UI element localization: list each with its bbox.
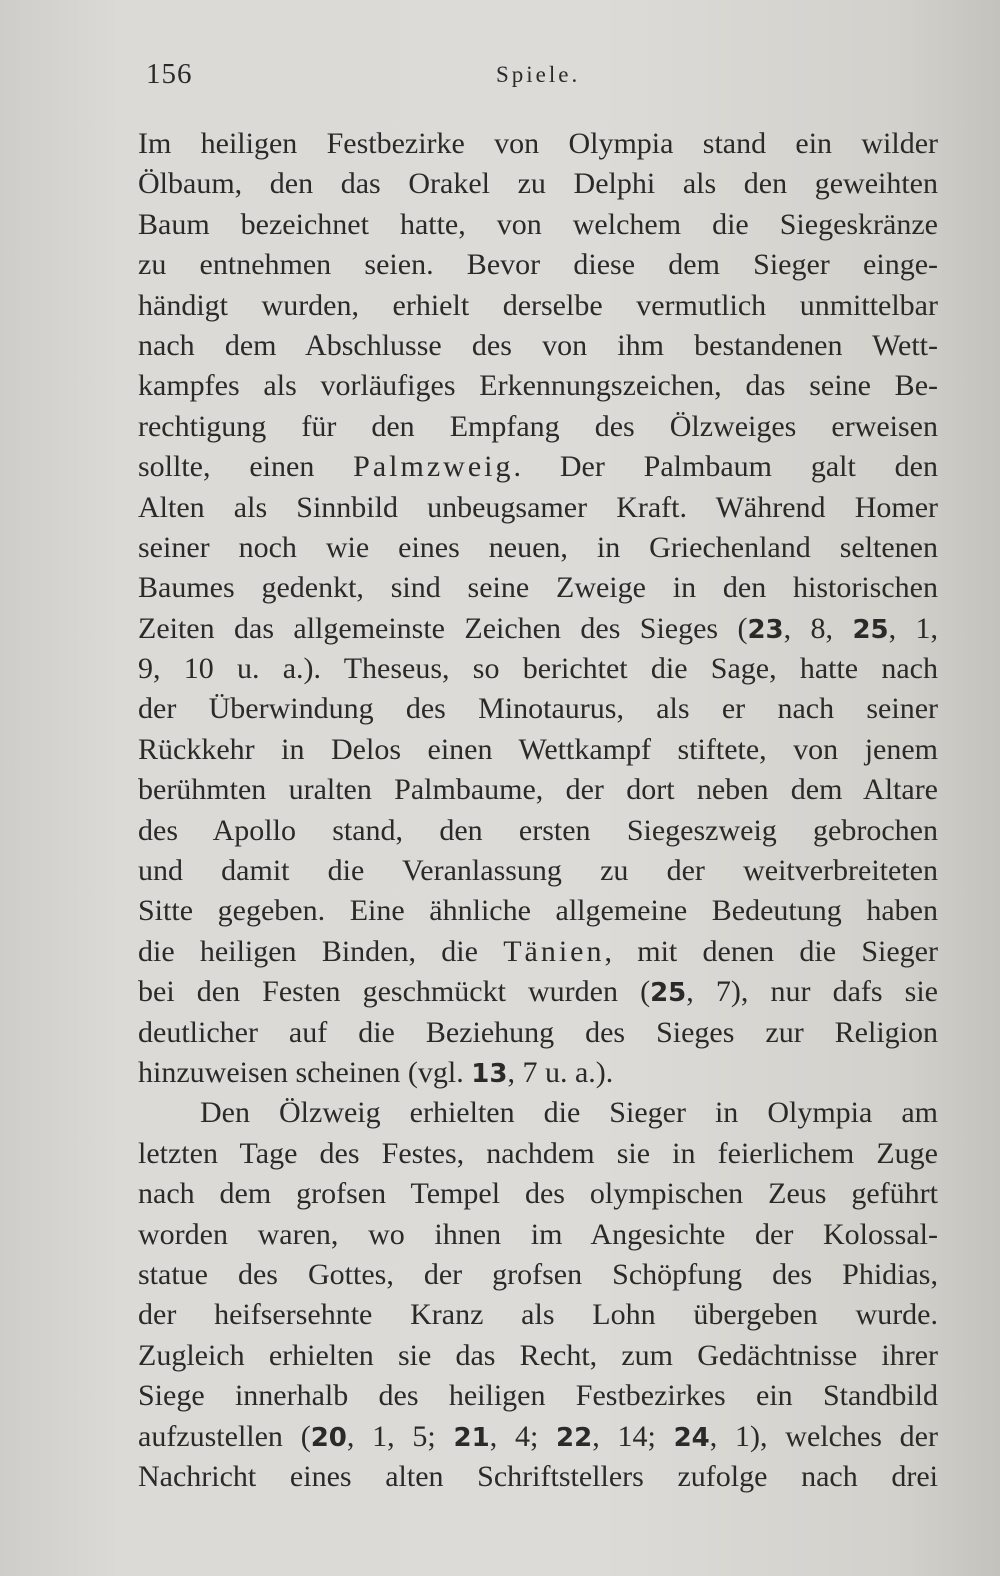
text-line: nach dem Abschlusse des von ihm bestandenen Wett- [138,328,938,362]
figure-reference: 13 [471,1058,508,1089]
figure-reference: 23 [747,614,784,645]
text-line: Sitte gegeben. Eine ähnliche allgemeine Bedeutung haben [138,894,938,928]
figure-reference: 24 [673,1422,710,1453]
text-line: letzten Tage des Festes, nachdem sie in feierlichem Zuge [138,1136,938,1170]
text-line: bei den Festen geschmückt wurden (25, 7), nur dafs sie [138,975,938,1009]
page-number: 156 [146,58,193,90]
text-line-paragraph-end: hinzuweisen scheinen (vgl. 13, 7 u. a.). [138,1055,614,1089]
text-line: seiner noch wie eines neuen, in Griechenland seltenen [138,530,938,564]
figure-reference: 22 [556,1422,593,1453]
text-line: Rückkehr in Delos einen Wettkampf stiftete, von jenem [138,732,938,766]
figure-reference: 21 [453,1422,490,1453]
text-line-paragraph-start: Den Ölzweig erhielten die Sieger in Olympia am [200,1096,938,1130]
text-line: kampfes als vorläufiges Erkennungszeichen, das seine Be- [138,369,938,403]
text-line: deutlicher auf die Beziehung des Sieges zur Religion [138,1015,938,1049]
text-line: die heiligen Binden, die Tänien, mit denen die Sieger [138,934,938,968]
text-line: worden waren, wo ihnen im Angesichte der Kolossal- [138,1217,938,1251]
figure-reference: 20 [310,1422,347,1453]
text-line: und damit die Veranlassung zu der weitverbreiteten [138,854,938,888]
text-line: aufzustellen (20, 1, 5; 21, 4; 22, 14; 24, 1), welches der [138,1419,938,1453]
text-line: Zeiten das allgemeinste Zeichen des Sieges (23, 8, 25, 1, [138,611,939,645]
text-line: Nachricht eines alten Schriftstellers zufolge nach drei [138,1459,938,1493]
text-line: 9, 10 u. a.). Theseus, so berichtet die Sage, hatte nach [138,652,938,686]
text-line: rechtigung für den Empfang des Ölzweiges erweisen [138,409,938,443]
text-line: Baumes gedenkt, sind seine Zweige in den historischen [138,571,938,605]
page-header [146,58,942,98]
text-line: Im heiligen Festbezirke von Olympia stand ein wilder [138,127,938,160]
figure-reference: 25 [852,614,889,645]
running-head: Spiele. [496,62,581,87]
text-line: sollte, einen Palmzweig. Der Palmbaum galt den [138,450,938,484]
text-line: Baum bezeichnet hatte, von welchem die Siegeskränze [138,207,938,241]
spaced-term: Palmzweig [353,450,514,484]
text-line: Ölbaum, den das Orakel zu Delphi als den geweihten [138,167,938,201]
text-line: des Apollo stand, den ersten Siegeszweig gebrochen [138,813,938,847]
text-line: Zugleich erhielten sie das Recht, zum Gedächtnisse ihrer [138,1338,938,1372]
text-line: Siege innerhalb des heiligen Festbezirkes ein Standbild [138,1379,938,1413]
text-line: nach dem grofsen Tempel des olympischen Zeus geführt [138,1177,938,1211]
text-line: der heifsersehnte Kranz als Lohn übergeben wurde. [138,1298,938,1332]
text-line: zu entnehmen seien. Bevor diese dem Sieger einge- [138,248,938,282]
spaced-term: Tänien [503,934,605,968]
text-line: der Überwindung des Minotaurus, als er nach seiner [138,692,938,726]
text-line: statue des Gottes, der grofsen Schöpfung des Phidias, [138,1257,938,1291]
body-text [138,124,938,1497]
text-line: Alten als Sinnbild unbeugsamer Kraft. Während Homer [138,490,938,524]
text-line: berühmten uralten Palmbaume, der dort neben dem Altare [138,773,938,807]
figure-reference: 25 [650,978,687,1009]
text-line: händigt wurden, erhielt derselbe vermutlich unmittelbar [138,288,938,322]
